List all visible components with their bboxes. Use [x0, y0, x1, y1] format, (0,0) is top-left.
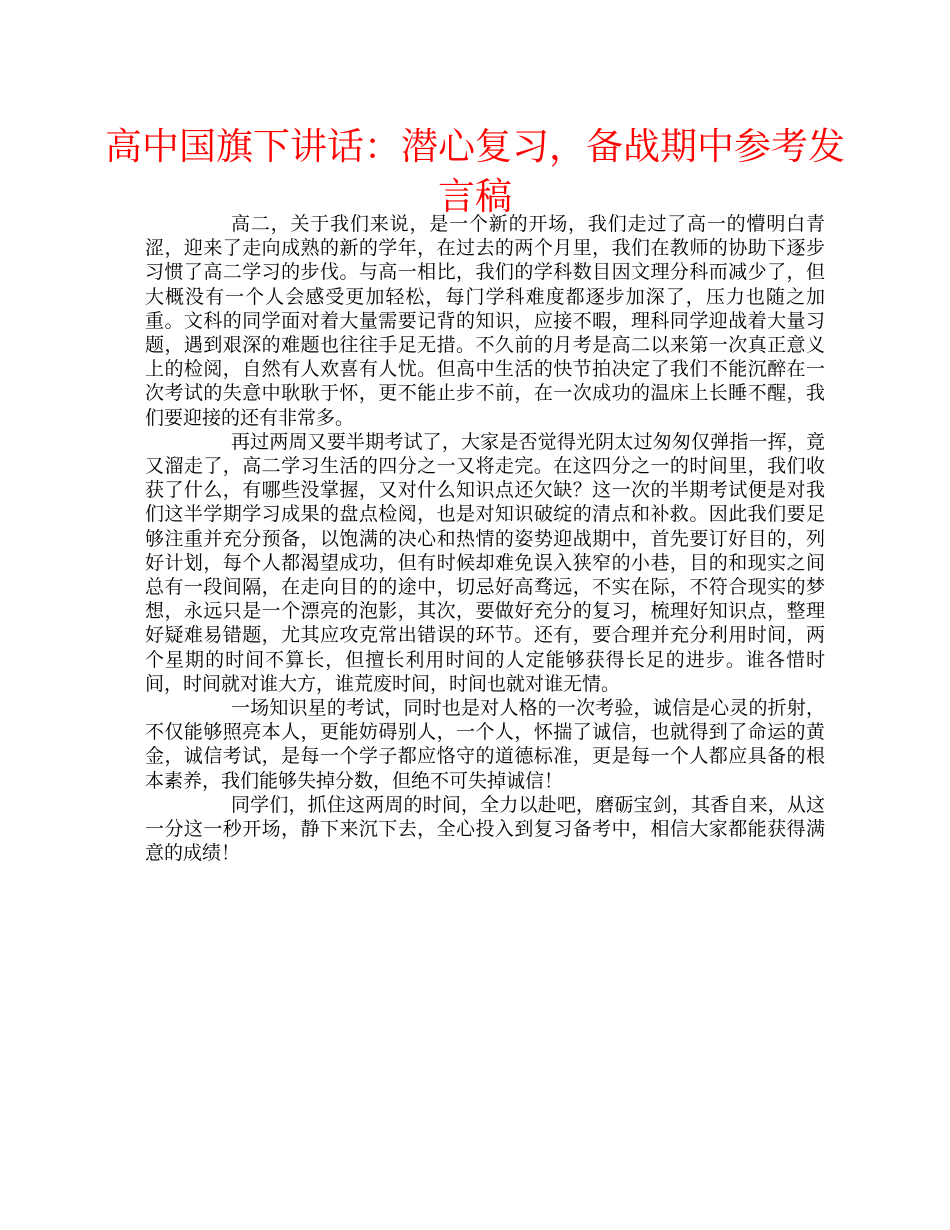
paragraph: 高二，关于我们来说，是一个新的开场，我们走过了高一的懵明白青涩，迎来了走向成熟的新的学年，在过去的两个月里，我们在教师的协助下逐步习惯了高二学习的步伐。与高一相比，我们的学科数目因文理分科而减少了，但大概没有一个人会感受更加轻松，每门学科难度都逐步加深了，压力也随之加重。文科的同学面对着大量需要记背的知识，应接不暇，理科同学迎战着大量习题，遇到艰深的难题也往往手足无措。不久前的月考是高二以来第一次真正意义上的检阅，自然有人欢喜有人忧。但高中生活的快节拍决定了我们不能沉醉在一次考试的失意中耿耿于怀，更不能止步不前，在一次成功的温床上长睡不醒，我们要迎接的还有非常多。	[145, 213, 825, 429]
paragraph: 一场知识星的考试，同时也是对人格的一次考验，诚信是心灵的折射，不仅能够照亮本人，更能妨碍别人，一个人，怀揣了诚信，也就得到了命运的黄金，诚信考试，是每一个学子都应恪守的道德标准，更是每一个人都应具备的根本素养，我们能够失掉分数，但绝不可失掉诚信！	[145, 697, 825, 792]
paragraph: 再过两周又要半期考试了，大家是否觉得光阴太过匆匆仅弹指一挥，竟又溜走了，高二学习生活的四分之一又将走完。在这四分之一的时间里，我们收获了什么，有哪些没掌握，又对什么知识点还欠缺？这一次的半期考试便是对我们这半学期学习成果的盘点检阅，也是对知识破绽的清点和补救。因此我们要足够注重并充分预备，以饱满的决心和热情的姿势迎战期中，首先要订好目的，列好计划，每个人都渴望成功，但有时候却难免误入狭窄的小巷，目的和现实之间总有一段间隔，在走向目的的途中，切忌好高骛远，不实在际，不符合现实的梦想，永远只是一个漂亮的泡影，其次，要做好充分的复习，梳理好知识点，整理好疑难易错题，尤其应攻克常出错误的环节。还有，要合理并充分利用时间，两个星期的时间不算长，但擅长利用时间的人定能够获得长足的进步。谁各惜时间，时间就对谁大方，谁荒废时间，时间也就对谁无情。	[145, 430, 825, 695]
paragraph: 同学们，抓住这两周的时间，全力以赴吧，磨砺宝剑，其香自来，从这一分这一秒开场，静下来沉下去，全心投入到复习备考中，相信大家都能获得满意的成绩！	[145, 793, 825, 865]
document-body	[145, 212, 825, 865]
document-title: 高中国旗下讲话：潜心复习，备战期中参考发言稿	[105, 125, 845, 218]
